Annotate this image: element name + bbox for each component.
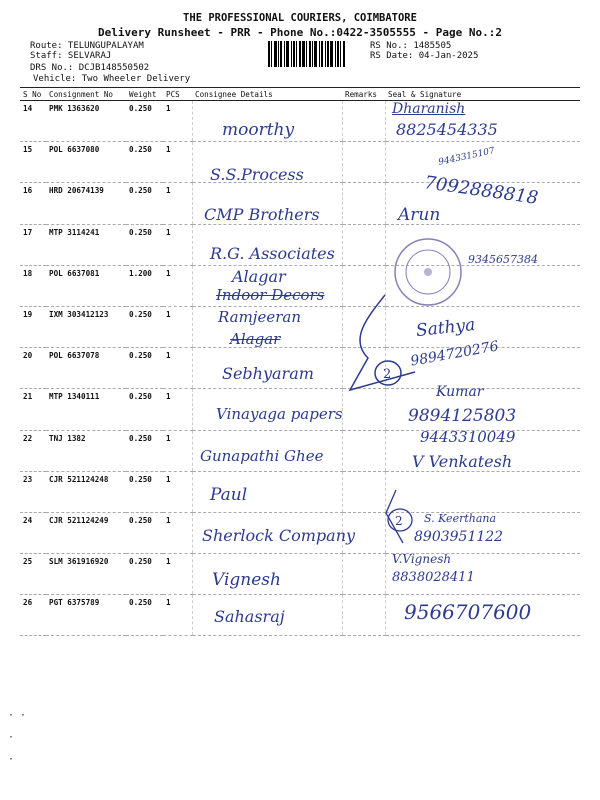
route-field: Route: TELUNGUPALAYAM [30,41,144,51]
cell-sno: 20 [20,348,46,389]
handwritten-signature: Kumar [436,384,484,400]
handwritten-consignee: Sherlock Company [202,526,356,545]
rs-date: RS Date: 04-Jan-2025 [370,51,479,61]
handwritten-phone: 9566707600 [404,600,532,624]
cell-pcs: 1 [163,224,192,265]
circled-2-mark [372,358,406,388]
cell-remarks [342,183,385,224]
cell-pcs: 1 [163,101,192,142]
cell-weight: 0.250 [126,471,163,512]
col-signature: Seal & Signature [385,88,580,101]
cell-sno: 14 [20,101,46,142]
handwritten-signature: V Venkatesh [412,452,513,471]
col-consignee: Consignee Details [192,88,342,101]
cell-pcs: 1 [163,389,192,430]
cell-remarks [342,142,385,183]
cell-consignment: POL 6637081 [46,265,126,306]
cell-weight: 0.250 [126,183,163,224]
cell-pcs: 1 [163,183,192,224]
handwritten-phone: 8825454335 [396,120,498,139]
cell-sno: 22 [20,430,46,471]
cell-weight: 0.250 [126,430,163,471]
handwritten-consignee: CMP Brothers [204,205,320,224]
cell-pcs: 1 [163,142,192,183]
handwritten-consignee: Vignesh [212,570,281,590]
handwritten-consignee: Ramjeeran [218,308,301,326]
cell-remarks [342,430,385,471]
cell-consignment: POL 6637078 [46,348,126,389]
col-weight: Weight [126,88,163,101]
cell-sno: 19 [20,306,46,347]
handwritten-consignee: Alagar [232,267,286,286]
handwritten-signature: V.Vignesh [392,552,452,566]
cell-pcs: 1 [163,554,192,595]
handwritten-signature: S. Keerthana [424,512,497,525]
col-pcs: PCS [163,88,192,101]
col-sno: S No [20,88,46,101]
vehicle-field: Vehicle: Two Wheeler Delivery [33,74,191,84]
cell-sno: 24 [20,512,46,553]
table-row [20,554,580,595]
cell-sno: 17 [20,224,46,265]
circled-2-mark [378,488,418,548]
barcode [268,41,361,67]
cell-consignment: CJR 521124248 [46,471,126,512]
cell-sno: 25 [20,554,46,595]
cell-weight: 0.250 [126,142,163,183]
cell-pcs: 1 [163,512,192,553]
handwritten-phone: 8838028411 [392,570,475,585]
handwritten-signature: Dharanish [392,101,466,117]
stray-marks: · · · · [8,710,27,765]
cell-consignment: MTP 1340111 [46,389,126,430]
runsheet-subtitle: Delivery Runsheet - PRR - Phone No.:0422-3505555 - Page No.:2 [98,26,502,39]
cell-pcs: 1 [163,595,192,636]
handwritten-consignee: Vinayaga papers [216,405,343,423]
cell-weight: 0.250 [126,595,163,636]
cell-consignment: HRD 20674139 [46,183,126,224]
svg-text:2: 2 [383,367,392,382]
cell-remarks [342,595,385,636]
table-header-row [20,88,580,101]
handwritten-consignee-struck: Alagar [230,330,281,348]
cell-weight: 1.200 [126,265,163,306]
cell-consignment: PMK 1363620 [46,101,126,142]
cell-remarks [342,554,385,595]
handwritten-phone: 7092888818 [423,172,540,209]
cell-weight: 0.250 [126,389,163,430]
cell-consignment: PGT 6375789 [46,595,126,636]
col-consignment: Consignment No [46,88,126,101]
col-remarks: Remarks [342,88,385,101]
handwritten-consignee: Paul [210,485,248,505]
handwritten-consignee: Gunapathi Ghee [200,447,324,465]
cell-consignment: CJR 521124249 [46,512,126,553]
cell-consignment: POL 6637080 [46,142,126,183]
handwritten-signature: Sathya [415,314,477,342]
cell-consignment: MTP 3114241 [46,224,126,265]
handwritten-consignee: moorthy [222,120,295,140]
drs-field: DRS No.: DCJB148550502 [30,63,150,73]
handwritten-consignee: Sebhyaram [222,364,314,383]
cell-pcs: 1 [163,306,192,347]
cell-consignment: IXM 303412123 [46,306,126,347]
cell-weight: 0.250 [126,101,163,142]
cell-sno: 16 [20,183,46,224]
cell-weight: 0.250 [126,554,163,595]
cell-weight: 0.250 [126,348,163,389]
cell-pcs: 1 [163,471,192,512]
handwritten-consignee: R.G. Associates [210,244,335,263]
cell-sno: 26 [20,595,46,636]
cell-sno: 21 [20,389,46,430]
cell-consignment: TNJ 1382 [46,430,126,471]
cell-pcs: 1 [163,348,192,389]
handwritten-consignee-struck: Indoor Decors [216,286,325,304]
cell-consignment: SLM 361916920 [46,554,126,595]
cell-sno: 15 [20,142,46,183]
cell-pcs: 1 [163,430,192,471]
svg-text:2: 2 [395,514,403,528]
company-title: THE PROFESSIONAL COURIERS, COIMBATORE [183,12,417,24]
handwritten-phone: 8903951122 [414,529,504,545]
handwritten-phone: 9894720276 [409,338,500,370]
handwritten-phone: 9894125803 [408,406,517,426]
cell-sno: 23 [20,471,46,512]
handwritten-phone: 9443315107 [437,146,496,168]
handwritten-phone: 9345657384 [468,253,538,266]
staff-field: Staff: SELVARAJ [30,51,112,61]
handwritten-phone: 9443310049 [420,428,516,446]
cell-remarks [342,101,385,142]
cell-sno: 18 [20,265,46,306]
handwritten-consignee: S.S.Process [210,165,304,184]
cell-weight: 0.250 [126,224,163,265]
cell-remarks [342,224,385,265]
cell-weight: 0.250 [126,306,163,347]
table-row [20,471,580,512]
cell-pcs: 1 [163,265,192,306]
cell-weight: 0.250 [126,512,163,553]
handwritten-consignee: Sahasraj [214,607,285,626]
handwritten-signature: Arun [398,205,441,225]
rs-number: RS No.: 1485505 [370,41,452,51]
